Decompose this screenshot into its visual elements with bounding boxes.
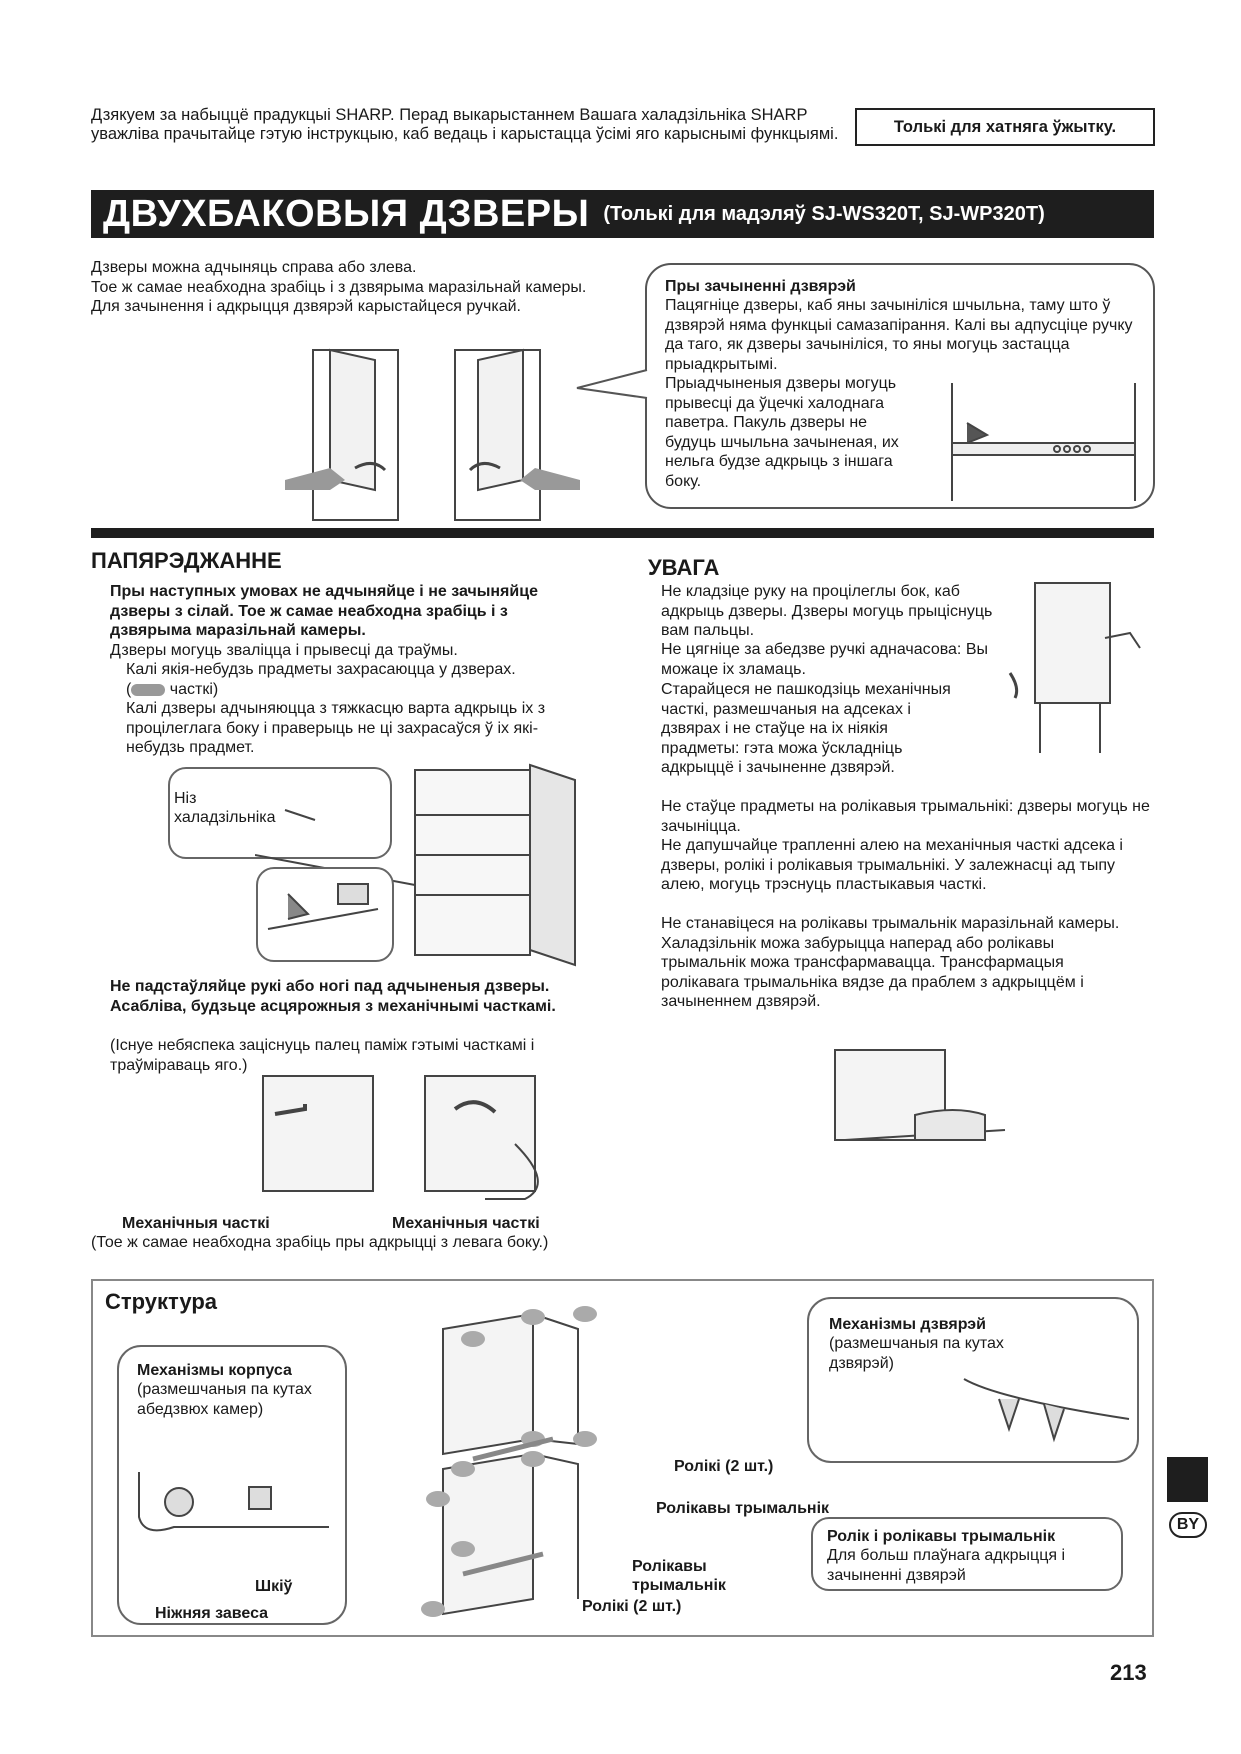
mech-label-2: Механічныя часткі [392,1215,540,1232]
language-badge: BY [1169,1512,1207,1538]
warning-item2-text: (Існуе небяспека заціснуць палец паміж гэтымі часткамі і траўміраваць яго.) [110,1037,535,1074]
household-use-badge: Толькі для хатняга ўжытку. [855,108,1155,146]
door-hinge-illustration [959,1369,1134,1459]
hinge-detail-box [256,867,394,962]
doors-line: Тое ж самае неабходна зрабіць і з дзвярыма маразільнай камеры. [91,278,587,296]
mech-label-1: Механічныя часткі [122,1215,270,1232]
hinge-label: Ніз халадзільніка [174,790,276,826]
warning-sub1: Калі якія-небудзь прадметы захрасаюцца у дзверах. [126,661,516,678]
hinge-detail [258,869,392,959]
part-marker-icon [131,684,165,696]
banner-subtitle: (Толькі для мадэляў SJ-WS320T, SJ-WP320T) [603,202,1045,225]
warning-sub2: Калі дзверы адчыняюцца з тяжкасцю варта адкрыць іх з процілеглага боку і праверыць не ці захрасаўся ў іх які-небудзь прадмет. [126,700,546,756]
language-tab-block [1167,1457,1208,1502]
door-opening-illustration [285,340,585,525]
rollers-label-1: Ролікі (2 шт.) [674,1458,774,1475]
body-mechanism-box [117,1345,347,1625]
rollers-label-2: Ролікі (2 шт.) [582,1598,682,1615]
structure-title: Структура [105,1289,217,1314]
foot-illustration [815,1045,1015,1165]
doors-text [91,258,611,317]
holder-label-2: Ролікавы трымальнік [632,1558,726,1594]
roller-info-text: Для больш плаўнага адкрыцця і зачыненні дзвярэй [827,1547,1066,1584]
closing-text-2: Прыадчыненыя дзверы могуць прывесці да ўцечкі халоднага паветра. Пакуль дзверы не будуць шчыльна зачыненая, их нельга будзе адкрыць з іншага боку. [665,375,899,490]
structure-panel [91,1279,1154,1637]
pin-label: Шкіў [255,1578,293,1595]
warning-item1-bold: Пры наступных умовах не адчыняйце і не зачыняйце дзверы з сілай. Тое ж самае неабходна зрабіць і з дзвярыма маразільнай камеры. [110,583,538,639]
hinge-pin-illustration [134,1467,334,1567]
door-mech-sub: (размешчаныя па кутах дзвярэй) [829,1335,1004,1372]
closing-illustration [947,383,1143,505]
caution-title: УВАГА [648,555,720,580]
warning-item2-bold: Не падстаўляйце рукі або ногі пад адчыненыя дзверы. Асабліва, будзьце асцярожныя з механічнымі часткамі. [110,978,556,1015]
doors-line: Для зачынення і адкрыцця дзвярэй карыстайцеся ручкай. [91,298,521,315]
caution-p6: Не станавіцеся на ролікавы трымальнік маразільнай камеры. Халадзільнік можа забурыцца наперад або ролікавы трымальнік можа трансфармавацца. Трансфармацыя ролікавага трымальніка вядзе да праблем з адкрыццём і зачыненнем дзвярэй. [661,915,1120,1010]
banner-title: ДВУХБАКОВЫЯ ДЗВЕРЫ [103,192,590,235]
warning-title: ПАПЯРЭДЖАННЕ [91,548,282,573]
door-mech-title: Механізмы дзвярэй [829,1316,986,1333]
intro-text: Дзякуем за набыццё прадукцыі SHARP. Перад выкарыстаннем Вашага халадзільніка SHARP уважліва прачытайце гэтую інструкцыю, каб ведаць і карыстацца ўсімі яго карыснымі функцыямі. [91,106,839,143]
warning-sub1b: часткі) [169,681,219,698]
hand-fridge-illustration [1000,578,1150,758]
holder-label-1: Ролікавы трымальнік [656,1500,830,1517]
page-number: 213 [1110,1660,1147,1685]
hinge-bottom-label: Ніжняя завеса [155,1605,269,1622]
body-mech-sub: (размешчаныя па кутах абедзвюх камер) [137,1381,312,1418]
roller-info-box [811,1517,1123,1591]
caution-p5: Не дапушчайце трапленні алею на механічныя часткі адсека і дзверы, ролікі і ролікавыя трымальнікі. У залежнасці ад тыпу алею, могуць трэснуць пластыкавыя часткі. [661,837,1123,893]
roller-info-title: Ролік і ролікавы трымальнік [827,1528,1056,1545]
caution-p3: Старайцеся не пашкодзіць механічныя часткі, размешчаныя на адсеках і дзвярах і не стаўце на іх ніякія прадметы: гэта можа ўскладніць адкрыццё і зачыненне дзвярэй. [661,681,951,776]
warning-item1-text: Дзверы могуць зваліцца і прывесці да траўмы. [110,642,458,659]
doors-line: Дзверы можна адчыняць справа або злева. [91,259,417,276]
caution-p1: Не кладзіце руку на процілеглы бок, каб адкрыць дзверы. Дзверы могуць прыціснуць вам пальцы. [661,583,993,639]
caution-p4: Не стаўце прадметы на ролікавыя трымальнікі: дзверы могуць не зачыніцца. [661,798,1150,835]
pinch-illustration [255,1074,575,1224]
body-mech-title: Механізмы корпуса [137,1362,292,1379]
divider [91,528,1154,538]
same-note: (Тое ж самае неабходна зрабіць пры адкрыцці з левага боку.) [91,1234,549,1251]
caution-p2: Не цягніце за абедзве ручкі адначасова: Вы можаце іх зламаць. [661,641,988,678]
callout-pointer [575,368,650,408]
closing-title: Пры зачыненні дзвярэй [665,278,856,295]
section-banner [91,190,1154,238]
door-mechanism-box [807,1297,1139,1463]
closing-text-1: Пацягніце дзверы, каб яны зачыніліся шчыльна, таму што ў дзвярэй няма функцыі самазапірання. Калі вы адпусціце ручку да таго, як дзверы зачыніліся, то яны могуць застацца прыадкрытымі. [665,297,1133,373]
warning-sub1-parts: ( часткі) [126,681,219,698]
closing-callout [645,263,1155,509]
